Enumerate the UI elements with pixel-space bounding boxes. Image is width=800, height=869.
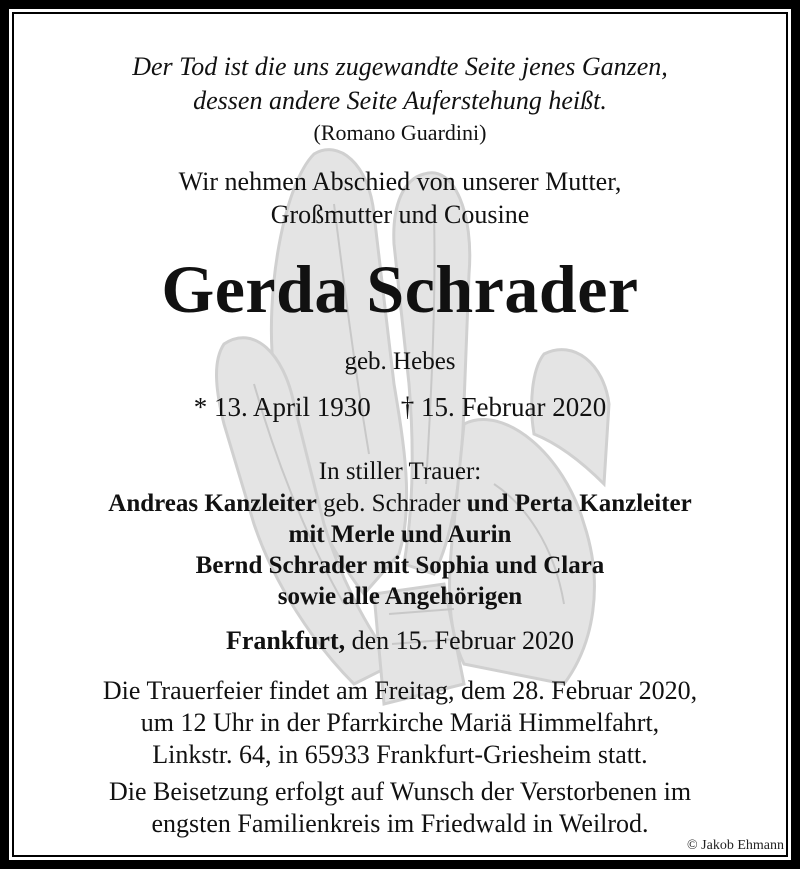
birth-date: * 13. April 1930: [193, 392, 371, 422]
ceremony-line-2: um 12 Uhr in der Pfarrkirche Mariä Himmelfahrt,: [140, 708, 660, 737]
quote-author: (Romano Guardini): [313, 120, 487, 145]
deceased-name: Gerda Schrader: [161, 251, 639, 327]
maiden-name: geb. Hebes: [344, 348, 456, 375]
mourners-line-3: Bernd Schrader mit Sophia und Clara: [195, 552, 605, 579]
mourner-name-perta: und Perta Kanzleiter: [466, 490, 692, 517]
mourners-line-4: sowie alle Angehörigen: [277, 583, 523, 610]
intro-line-2: Großmutter und Cousine: [270, 200, 530, 229]
intro-line-1: Wir nehmen Abschied von unserer Mutter,: [178, 167, 622, 196]
place-date: [14, 626, 786, 656]
mourner-maiden: geb. Schrader: [316, 490, 467, 517]
quote-line-2: dessen andere Seite Auferstehung heißt.: [193, 86, 607, 115]
inner-frame: [12, 12, 788, 857]
burial-line-1: Die Beisetzung erfolgt auf Wunsch der Verstorbenen im: [108, 777, 692, 806]
life-dates: [14, 392, 786, 423]
copyright-note: © Jakob Ehmann: [687, 838, 784, 853]
mourners-heading: In stiller Trauer:: [318, 458, 482, 485]
mourner-name-andreas: Andreas Kanzleiter: [108, 490, 317, 517]
death-date: † 15. Februar 2020: [400, 392, 607, 422]
quote-line-1: Der Tod ist die uns zugewandte Seite jenes Ganzen,: [132, 52, 668, 81]
mourners-line-1: [14, 490, 786, 518]
ceremony-line-1: Die Trauerfeier findet am Freitag, dem 28. Februar 2020,: [102, 676, 698, 705]
mourners-line-2: mit Merle und Aurin: [288, 521, 512, 548]
burial-line-2: engsten Familienkreis im Friedwald in Weilrod.: [151, 809, 649, 838]
place: Frankfurt,: [225, 626, 346, 655]
ceremony-line-3: Linkstr. 64, in 65933 Frankfurt-Griesheim statt.: [152, 740, 648, 769]
date: den 15. Februar 2020: [345, 626, 575, 655]
